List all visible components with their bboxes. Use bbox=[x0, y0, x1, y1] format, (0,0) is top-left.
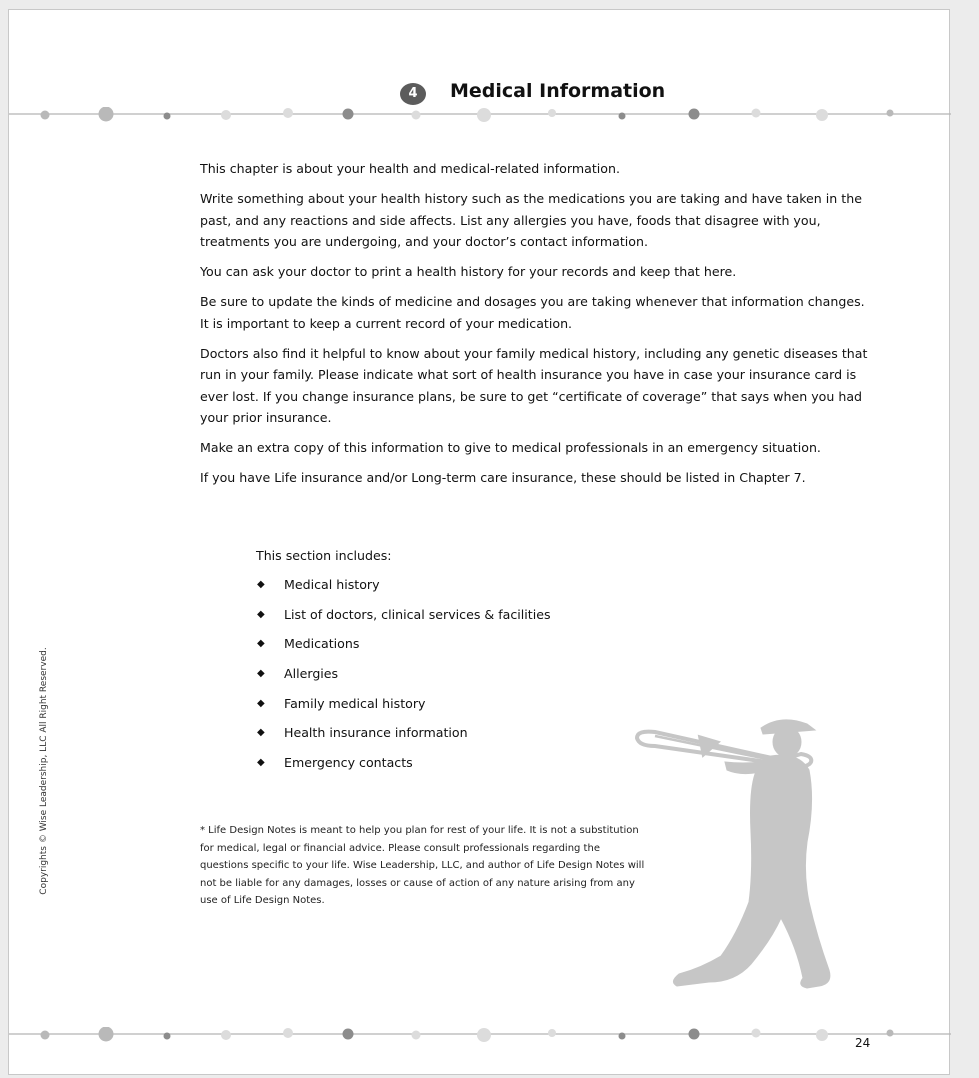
list-item bbox=[256, 604, 616, 634]
document-page bbox=[8, 9, 950, 1075]
bullet-diamond-icon: ◆ bbox=[257, 697, 265, 709]
list-item-label: Family medical history bbox=[284, 695, 426, 711]
list-item-label: Allergies bbox=[284, 666, 339, 682]
list-item-label: List of doctors, clinical services & facilities bbox=[284, 606, 551, 622]
chapter-number-badge: 4 bbox=[400, 83, 426, 105]
paragraph-intro: This chapter is about your health and medical-related information. bbox=[200, 161, 620, 176]
bullet-diamond-icon: ◆ bbox=[257, 727, 265, 739]
list-item-label: Emergency contacts bbox=[284, 755, 413, 771]
list-item bbox=[256, 752, 616, 782]
page-title: Medical Information bbox=[450, 80, 666, 102]
list-item bbox=[256, 693, 616, 723]
list-item bbox=[256, 574, 616, 604]
bullet-diamond-icon: ◆ bbox=[257, 608, 265, 620]
paragraph-update-medication: Be sure to update the kinds of medicine and dosages you are taking whenever that information changes. It is important to keep a current record of your medication. bbox=[200, 294, 865, 331]
bullet-diamond-icon: ◆ bbox=[257, 757, 265, 769]
paragraph-extra-copy: Make an extra copy of this information to give to medical professionals in an emergency situation. bbox=[200, 440, 821, 455]
list-item-label: Medications bbox=[284, 636, 360, 652]
header-rule-graphic bbox=[9, 107, 951, 123]
footer-rule-graphic bbox=[9, 1027, 951, 1043]
section-includes bbox=[256, 545, 616, 782]
list-item-label: Health insurance information bbox=[284, 725, 468, 741]
paragraph-family-history: Doctors also find it helpful to know about your family medical history, including any genetic diseases that run in your family. Please indicate what sort of health insurance you have in case your insurance card is ever lost. If you change insurance plans, be sure to get “certificate of coverage” that says when you had your prior insurance. bbox=[200, 345, 868, 425]
page-number: 24 bbox=[855, 1036, 871, 1050]
header-dotted-rule bbox=[9, 107, 951, 123]
section-heading: This section includes: bbox=[256, 548, 392, 563]
list-item bbox=[256, 722, 616, 752]
footer-dotted-rule bbox=[9, 1027, 951, 1043]
paragraph-health-history: Write something about your health history such as the medications you are taking and have taken in the past, and any reactions and side affects. List any allergies you have, foods that disagree with you, treatments you are undergoing, and your doctor’s contact information. bbox=[200, 191, 862, 249]
bullet-diamond-icon: ◆ bbox=[257, 638, 265, 650]
paragraph-insurance: If you have Life insurance and/or Long-term care insurance, these should be listed in Chapter 7. bbox=[200, 470, 806, 485]
paragraph-print-history: You can ask your doctor to print a health history for your records and keep that here. bbox=[200, 264, 737, 279]
bullet-diamond-icon: ◆ bbox=[257, 668, 265, 680]
copyright-notice: Copyrights © Wise Leadership, LLC All Right Reserved. bbox=[39, 647, 49, 895]
bullet-diamond-icon: ◆ bbox=[257, 579, 265, 590]
list-item-label: Medical history bbox=[284, 577, 380, 592]
trombone-player-illustration bbox=[631, 712, 831, 997]
list-item bbox=[256, 633, 616, 663]
chapter-body bbox=[200, 158, 870, 497]
section-list bbox=[256, 574, 616, 782]
disclaimer-note: * Life Design Notes is meant to help you plan for rest of your life. It is not a substitution for medical, legal or financial advice. Please consult professionals regarding the questions specific to your life. Wise Leadership, LLC, and author of Life Design Notes will not be liable for any damages, losses or cause of action of any nature arising from any use of Life Design Notes. bbox=[200, 825, 645, 906]
list-item bbox=[256, 663, 616, 693]
